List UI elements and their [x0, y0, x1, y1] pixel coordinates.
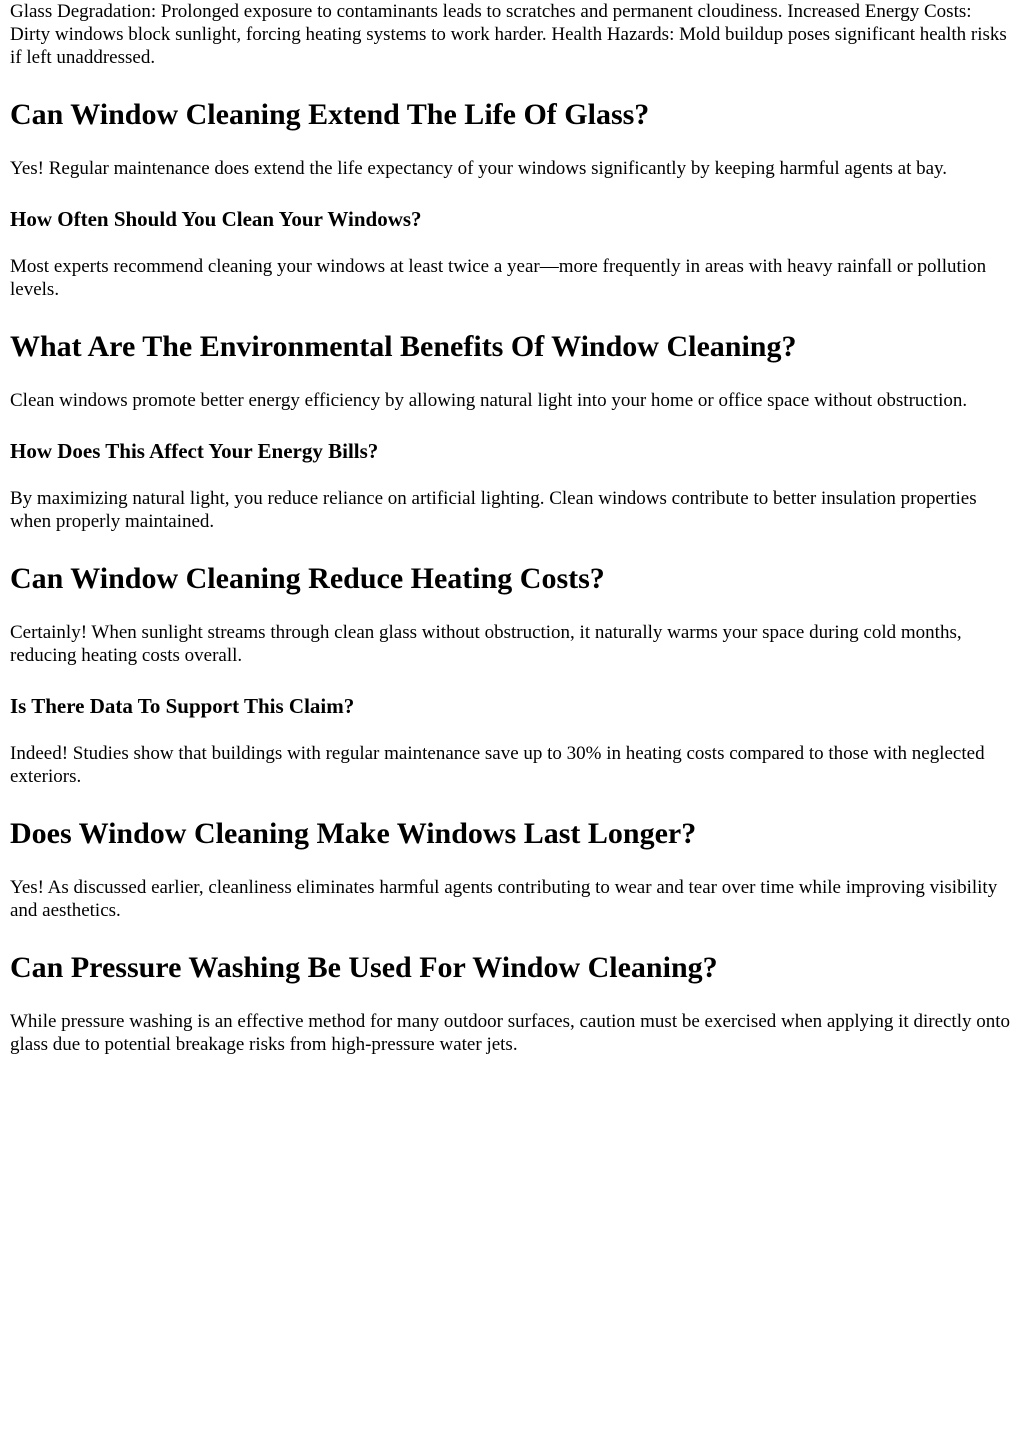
- subheading-energy-bills: How Does This Affect Your Energy Bills?: [10, 439, 379, 463]
- paragraph-how-often: Most experts recommend cleaning your windows at least twice a year—more frequently in areas with heavy rainfall or pollution levels.: [10, 256, 987, 300]
- subheading-data-support: Is There Data To Support This Claim?: [10, 694, 355, 718]
- heading-heating-costs: Can Window Cleaning Reduce Heating Costs?: [10, 562, 605, 595]
- paragraph-pressure-washing: While pressure washing is an effective method for many outdoor surfaces, caution must be exercised when applying it directly onto glass due to potential breakage risks from high-pressure water jets.: [10, 1011, 1011, 1055]
- subheading-how-often: How Often Should You Clean Your Windows?: [10, 207, 422, 231]
- paragraph-data-support: Indeed! Studies show that buildings with regular maintenance save up to 30% in heating costs compared to those with neglected exteriors.: [10, 743, 985, 787]
- paragraph-energy-bills: By maximizing natural light, you reduce reliance on artificial lighting. Clean windows contribute to better insulation properties when properly maintained.: [10, 488, 977, 532]
- paragraph-extend-life: Yes! Regular maintenance does extend the life expectancy of your windows significantly by keeping harmful agents at bay.: [10, 158, 948, 179]
- heading-environmental-benefits: What Are The Environmental Benefits Of Window Cleaning?: [10, 330, 797, 363]
- paragraph-heating-costs: Certainly! When sunlight streams through clean glass without obstruction, it naturally warms your space during cold months, reducing heating costs overall.: [10, 622, 962, 666]
- paragraph-environmental-benefits: Clean windows promote better energy efficiency by allowing natural light into your home or office space without obstruction.: [10, 390, 968, 411]
- paragraph-last-longer: Yes! As discussed earlier, cleanliness eliminates harmful agents contributing to wear and tear over time while improving visibility and aesthetics.: [10, 877, 998, 921]
- heading-last-longer: Does Window Cleaning Make Windows Last Longer?: [10, 817, 697, 850]
- heading-pressure-washing: Can Pressure Washing Be Used For Window Cleaning?: [10, 951, 718, 984]
- intro-paragraph: Glass Degradation: Prolonged exposure to contaminants leads to scratches and permanent cloudiness. Increased Energy Costs: Dirty windows block sunlight, forcing heating systems to work harder. Health Hazards: Mold buildup poses significant health risks if left unaddressed.: [10, 1, 1007, 68]
- heading-extend-life: Can Window Cleaning Extend The Life Of Glass?: [10, 98, 650, 131]
